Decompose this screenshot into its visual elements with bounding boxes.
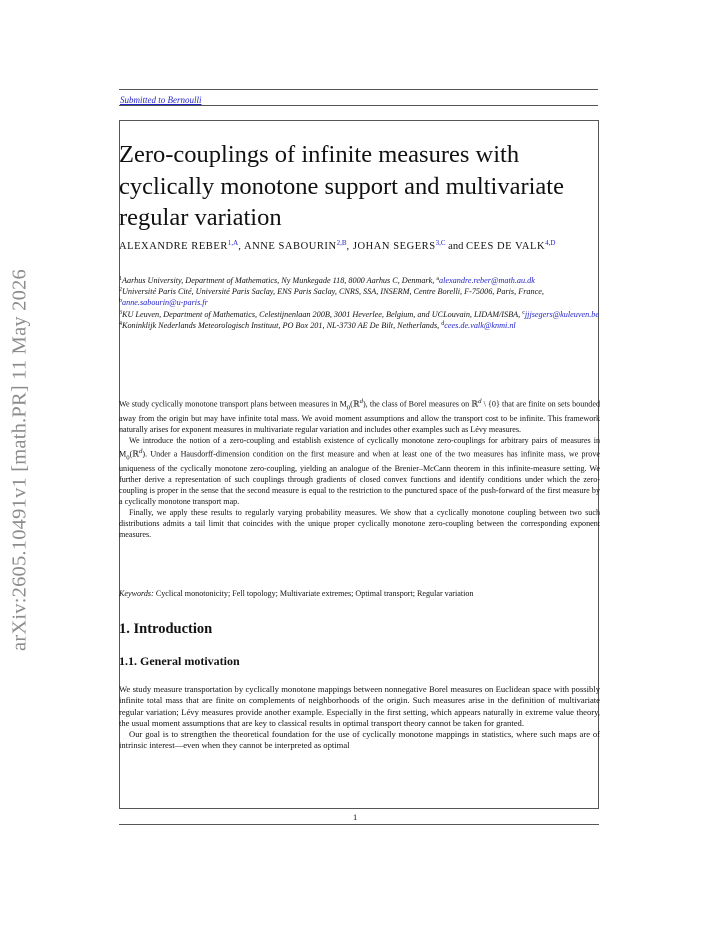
author-name: ANNE SABOURIN [243, 241, 337, 252]
header-rule [119, 105, 598, 106]
arxiv-stamp: arXiv:2605.10491v1 [math.PR] 11 May 2026 [8, 269, 31, 651]
affiliation-item [119, 309, 601, 320]
author-sup[interactable]: 4,D [545, 239, 556, 247]
author-sep: , [346, 241, 353, 252]
email-marker: a [436, 276, 440, 282]
affiliation-text: KU Leuven, Department of Mathematics, Celestijnenlaan 200B, 3001 Heverlee, Belgium, and UCLouvain, LIDAM/ISBA, [122, 309, 521, 319]
math-sub: 0 [346, 404, 351, 412]
math-sup: d [139, 447, 143, 455]
author-sep: and [445, 241, 466, 252]
top-rule [119, 89, 598, 90]
math-sup: d [359, 398, 363, 405]
author-name: JOHAN SEGERS [352, 241, 436, 252]
body-paragraph: We study measure transportation by cyclically monotone mappings between nonnegative Borel measures on Euclidean space with possibly infinite total mass that are finite on complements of neighborhoods of the origin. Such measures arise in the definition of multivariate regular variation; Lévy measures provide another example. Especially in the first setting, which appears naturally in extreme value theory, the usual moment assumptions that are key to classical results in optimal transport theory cannot be taken for granted. [119, 684, 600, 728]
email-marker: d [441, 320, 445, 327]
abstract-paragraph [119, 397, 600, 436]
affiliation-text: Aarhus University, Department of Mathematics, Ny Munkegade 118, 8000 Aarhus C, Denmark, [122, 276, 435, 285]
math-symbol: (ℝ [129, 449, 139, 459]
math-symbol: ℝ [471, 399, 479, 409]
keywords-label: Keywords: [119, 589, 154, 598]
abstract-text: that are finite on sets bounded away from the origin but may have infinite total mass. We avoid moment assumptions and allow the transport cost to be infinite. This framework naturally arises for exponent measures in multivariate regular variation and includes other examples such as Lévy measures. [119, 399, 600, 435]
affiliation-number: 1 [119, 276, 122, 282]
author-sep: , [238, 241, 244, 252]
email-link[interactable]: jjjsegers@kuleuven.be [524, 309, 600, 319]
abstract-text: We introduce the notion of a zero-coupling and establish existence of cyclically monotone zero-couplings for arbitrary pairs of measures in M [119, 436, 600, 459]
author-sup[interactable]: 2,B [336, 239, 347, 247]
page-number: 1 [353, 812, 358, 822]
email-link[interactable]: anne.sabourin@u-paris.fr [122, 298, 208, 308]
abstract-paragraph [119, 436, 600, 508]
subsection-heading: 1.1. General motivation [119, 654, 240, 668]
math-symbol: (ℝ [350, 399, 360, 409]
affiliation-number: 2 [119, 287, 122, 294]
affiliation-text: Université Paris Cité, Université Paris Saclay, ENS Paris Saclay, CNRS, SSA, INSERM, Centre Borelli, F-75006, Paris, France, [122, 287, 544, 297]
affiliation-text: Koninklijk Nederlands Meteorologisch Instituut, PO Box 201, NL-3730 AE De Bilt, Netherlands, [122, 320, 440, 330]
affiliation-item [119, 320, 601, 331]
email-link[interactable]: alexandre.reber@math.au.dk [439, 276, 535, 285]
affiliation-number: 4 [119, 320, 122, 327]
bottom-rule [119, 824, 599, 825]
intro-body [119, 684, 600, 752]
author-name: ALEXANDRE REBER [119, 241, 228, 252]
email-link[interactable]: cees.de.valk@knmi.nl [444, 320, 516, 330]
journal-link[interactable]: Submitted to Bernoulli [120, 95, 202, 105]
email-marker: c [522, 309, 525, 316]
abstract-text: We study cyclically monotone transport plans between measures in M [119, 399, 347, 409]
affiliation-item [119, 286, 601, 308]
footer-rule [119, 808, 599, 809]
keywords-text: Cyclical monotonicity; Fell topology; Multivariate extremes; Optimal transport; Regular variation [155, 589, 474, 598]
author-sup[interactable]: 1,A [227, 239, 239, 247]
abstract-text: . Under a Hausdorff-dimension condition on the first measure and when at least one of the two measures has infinite mass, we prove uniqueness of the cyclically monotone zero-coupling, yielding an analogue of the Brenier–McCann theorem in this infinite-measure setting. We further derive a representation of such couplings through gradients of closed convex functions and identify conditions under which the zero-coupling is proper in the sense that the second measure is equal to the restriction to the punctured space of the push-forward of the first measure by a cyclically monotone transport map. [119, 449, 600, 506]
abstract [119, 397, 600, 540]
math-symbol: ) [362, 399, 366, 409]
affiliation-item [119, 275, 601, 286]
author-sup[interactable]: 3,C [435, 239, 446, 247]
section-heading: 1. Introduction [119, 621, 213, 637]
math-symbol: \ {0} [481, 399, 500, 409]
body-paragraph: Our goal is to strengthen the theoretical foundation for the use of cyclically monotone mappings in statistics, where such maps are of intrinsic interest—even when they cannot be interpreted as optimal [119, 729, 600, 751]
affiliation-number: 3 [119, 309, 122, 316]
affiliations [119, 275, 601, 331]
math-symbol: ) [142, 449, 146, 459]
abstract-paragraph: Finally, we apply these results to regularly varying probability measures. We show that a cyclically monotone coupling between two such distributions admits a tail limit that coincides with the unique proper cyclically monotone zero-coupling between the corresponding exponent measures. [119, 507, 600, 539]
abstract-text: , the class of Borel measures on [365, 399, 472, 409]
keywords [119, 589, 600, 598]
paper-title: Zero-couplings of infinite measures with cyclically monotone support and multivariate regular variation [119, 141, 564, 231]
math-sup: d [478, 398, 482, 405]
frame-top [119, 120, 599, 121]
math-sub: 0 [126, 454, 130, 462]
author-list [119, 240, 601, 254]
email-marker: b [119, 298, 122, 305]
author-name: CEES DE VALK [465, 241, 546, 252]
